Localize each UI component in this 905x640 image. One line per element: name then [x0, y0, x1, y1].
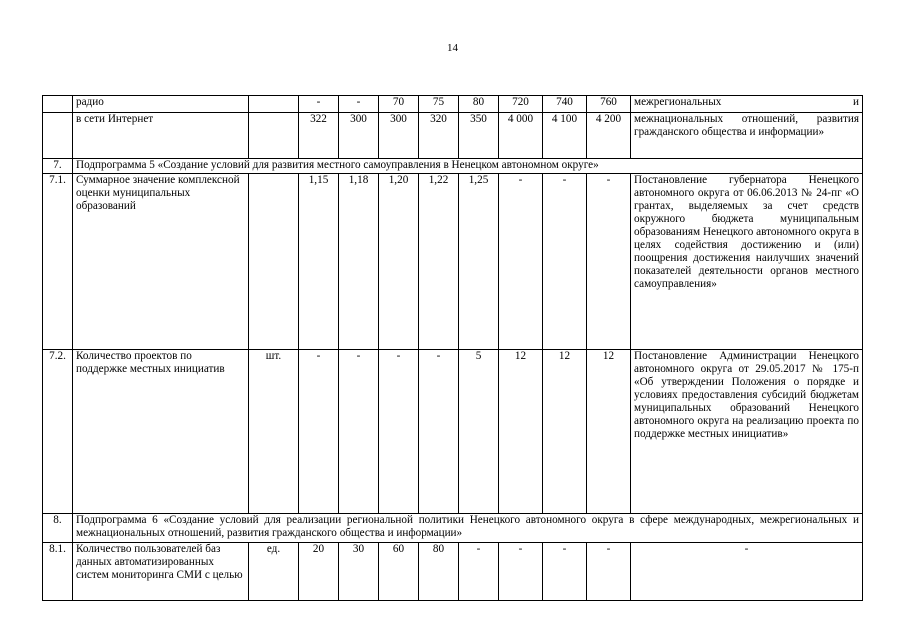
subprogram-title: Подпрограмма 6 «Создание условий для реализации региональной политики Ненецкого автономного округа в сфере международных, межрегиональных и межнациональных отношений, развития гражданского общества и информации» — [73, 514, 863, 543]
value-cell: 60 — [379, 543, 419, 601]
value-cell: 322 — [299, 113, 339, 159]
value-cell: - — [543, 174, 587, 350]
row-number: 7. — [43, 159, 73, 174]
indicators-table — [42, 95, 863, 601]
value-cell: 1,25 — [459, 174, 499, 350]
value-cell: 1,20 — [379, 174, 419, 350]
indicator-name: Количество проектов по поддержке местных инициатив — [73, 350, 249, 514]
value-cell: 12 — [587, 350, 631, 514]
value-cell: - — [587, 174, 631, 350]
unit-cell: ед. — [249, 543, 299, 601]
source-cell: межрегиональных и — [631, 96, 863, 113]
value-cell: 5 — [459, 350, 499, 514]
value-cell: 760 — [587, 96, 631, 113]
row-number: 8. — [43, 514, 73, 543]
indicator-name: Суммарное значение комплексной оценки муниципальных образований — [73, 174, 249, 350]
source-cell: Постановление Администрации Ненецкого автономного округа от 29.05.2017 № 175-п «Об утверждении Положения о порядке и условиях предоставления субсидий бюджетам муниципальных образований Ненецкого автономного округа на реализацию проекта по поддержке местных инициатив» — [631, 350, 863, 514]
value-cell: 12 — [543, 350, 587, 514]
indicator-name: Количество пользователей баз данных автоматизированных систем мониторинга СМИ с целью — [73, 543, 249, 601]
table-row — [43, 113, 863, 159]
value-cell: 4 200 — [587, 113, 631, 159]
table-row — [43, 543, 863, 601]
value-cell: - — [459, 543, 499, 601]
value-cell: - — [379, 350, 419, 514]
value-cell: 4 000 — [499, 113, 543, 159]
value-cell: 720 — [499, 96, 543, 113]
value-cell: - — [339, 96, 379, 113]
section-row — [43, 159, 863, 174]
value-cell: - — [419, 350, 459, 514]
indicator-name: в сети Интернет — [73, 113, 249, 159]
page-number: 14 — [447, 42, 458, 54]
value-cell: - — [499, 174, 543, 350]
source-cell: - — [631, 543, 863, 601]
value-cell: 300 — [379, 113, 419, 159]
value-cell: - — [299, 96, 339, 113]
row-number: 8.1. — [43, 543, 73, 601]
unit-cell — [249, 174, 299, 350]
table-row — [43, 350, 863, 514]
value-cell: - — [543, 543, 587, 601]
value-cell: - — [339, 350, 379, 514]
value-cell: 1,18 — [339, 174, 379, 350]
value-cell: 1,15 — [299, 174, 339, 350]
table-row — [43, 174, 863, 350]
source-cell: Постановление губернатора Ненецкого автономного округа от 06.06.2013 № 24-пг «О грантах, выделяемых за счет средств окружного бюджета муниципальным образованиям Ненецкого автономного округа в целях содействия достижению и (или) поощрения достижения наилучших значений показателей деятельности органов местного самоуправления» — [631, 174, 863, 350]
table-row — [43, 96, 863, 113]
value-cell: 70 — [379, 96, 419, 113]
indicator-name: радио — [73, 96, 249, 113]
value-cell: 1,22 — [419, 174, 459, 350]
unit-cell: шт. — [249, 350, 299, 514]
value-cell: 320 — [419, 113, 459, 159]
source-cell: межнациональных отношений, развития гражданского общества и информации» — [631, 113, 863, 159]
value-cell: 75 — [419, 96, 459, 113]
value-cell: 20 — [299, 543, 339, 601]
value-cell: 300 — [339, 113, 379, 159]
value-cell: - — [587, 543, 631, 601]
row-number: 7.2. — [43, 350, 73, 514]
value-cell: 4 100 — [543, 113, 587, 159]
value-cell: - — [299, 350, 339, 514]
section-row — [43, 514, 863, 543]
value-cell: 350 — [459, 113, 499, 159]
row-number: 7.1. — [43, 174, 73, 350]
value-cell: 12 — [499, 350, 543, 514]
value-cell: 740 — [543, 96, 587, 113]
value-cell: 30 — [339, 543, 379, 601]
value-cell: - — [499, 543, 543, 601]
value-cell: 80 — [459, 96, 499, 113]
subprogram-title: Подпрограмма 5 «Создание условий для развития местного самоуправления в Ненецком автономном округе» — [73, 159, 863, 174]
value-cell: 80 — [419, 543, 459, 601]
